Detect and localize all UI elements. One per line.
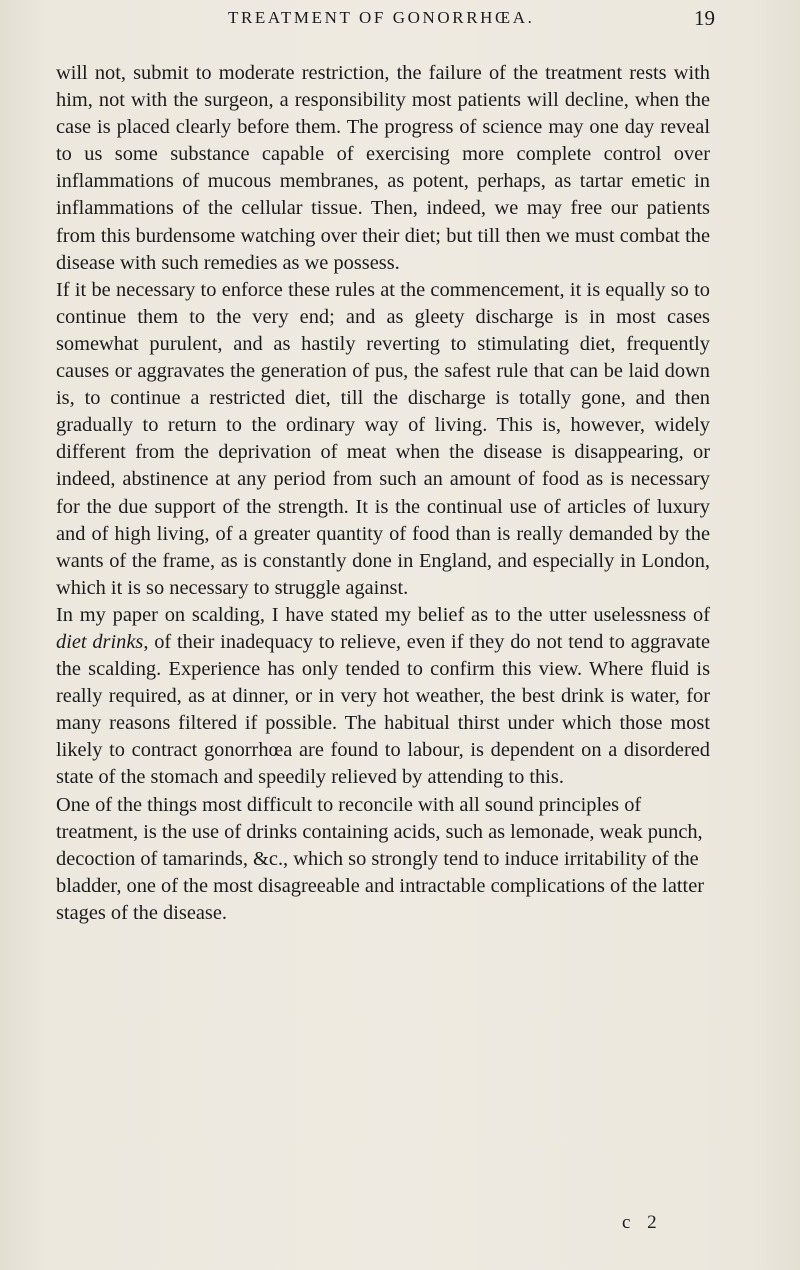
paragraph-3-italic-term: diet drinks <box>56 630 144 653</box>
paragraph-4-text: One of the things most difficult to reconcile with all sound principles of treatment, is the use of drinks containing acids, such as lemonade, weak punch, decoction of tamarinds, &c., which so strongly tend to induce irritability of the bladder, one of the most disagreeable and intractable complications of the latter stages of the disease. <box>56 793 705 924</box>
running-title: TREATMENT OF GONORRHŒA. <box>228 8 535 27</box>
body-text <box>56 60 710 927</box>
paragraph-4 <box>56 792 710 927</box>
paragraph-3-text-start: In my paper on scalding, I have stated my belief as to the utter uselessness of <box>56 603 710 626</box>
signature-mark: c 2 <box>622 1212 663 1233</box>
paragraph-2 <box>56 277 710 602</box>
paragraph-1-text: will not, submit to moderate restriction, the failure of the treatment rests with him, not with the surgeon, a responsibility most patients will decline, when the case is placed clearly before them. The progress of science may one day reveal to us some substance capable of exercising more complete control over inflammations of mucous membranes, as potent, perhaps, as tartar emetic in inflammations of the cellular tissue. Then, indeed, we may free our patients from this burdensome watching over their diet; but till then we must combat the disease with such remedies as we possess. <box>56 62 710 274</box>
paragraph-1 <box>56 60 710 277</box>
paragraph-3-text-end: , of their inadequacy to relieve, even if they do not tend to aggravate the scalding. Experience has only tended to confirm this view. Where fluid is really required, as at dinner, or in very hot weather, the best drink is water, for many reasons filtered if possible. The habitual thirst under which those most likely to contract gonorrhœa are found to labour, is dependent on a disordered state of the stomach and speedily relieved by attending to this. <box>56 630 710 789</box>
page-number: 19 <box>694 6 715 30</box>
paragraph-2-text: If it be necessary to enforce these rules at the commencement, it is equally so to continue them to the very end; and as gleety discharge is in most cases somewhat purulent, and as hastily reverting to stimulating diet, frequently causes or aggravates the generation of pus, the safest rule that can be laid down is, to continue a restricted diet, till the discharge is totally gone, and then gradually to return to the ordinary way of living. This is, however, widely different from the deprivation of meat when the disease is disappearing, or indeed, abstinence at any period from such an amount of food as is necessary for the due support of the strength. It is the continual use of articles of luxury and of high living, of a greater quantity of food than is really demanded by the wants of the frame, as is constantly done in England, and especially in London, which it is so necessary to struggle against. <box>56 278 710 599</box>
running-head <box>0 6 800 34</box>
paragraph-3 <box>56 602 710 792</box>
